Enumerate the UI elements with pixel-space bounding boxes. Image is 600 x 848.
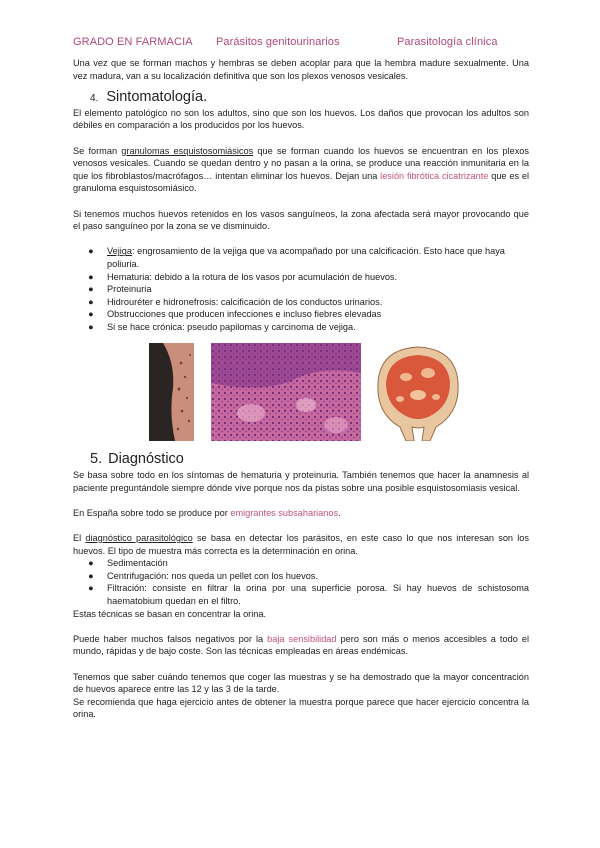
s5-paragraph-1: Se basa sobre todo en los síntomas de hematuria y proteinuria. También tenemos que hacer la anamnesis al paciente preguntándole siempre dónde vive porque nos da pistas sobre una posible esquistosomiasis vesical.	[73, 470, 529, 493]
section-4-title: Sintomatología.	[106, 89, 208, 106]
list-item: ● Hidrouréter e hidronefrosis: calcificación de los conductos urinarios.	[88, 296, 383, 307]
symptoms-list	[73, 245, 529, 333]
section-5-number: 5.	[90, 451, 103, 468]
histology-photo	[211, 343, 361, 441]
s5-paragraph-7: Se recomienda que haga ejercicio antes de obtener la muestra porque parece que hacer ejercicio concentra la orina.	[73, 696, 529, 720]
intro-paragraph: Una vez que se forman machos y hembras se deben acoplar para que la hembra madure sexualmente. Una vez madura, van a su localización definitiva que son los plexos venosos vesicales.	[73, 58, 529, 81]
list-item: ● Centrifugación: nos queda un pellet con los huevos.	[88, 570, 318, 581]
highlight-sensitivity: baja sensibilidad	[267, 633, 337, 644]
section-5-heading	[73, 453, 529, 466]
figure-row	[73, 343, 529, 443]
list-item: ● Vejiga: engrosamiento de la vejiga que va acompañado por una calcificación. Esto hace que haya poliuria.	[88, 246, 505, 269]
highlight-lesion: lesión fibrótica cicatrizante	[380, 170, 489, 181]
s4-paragraph-1: El elemento patológico no son los adultos, sino que son los huevos. Los daños que provocan los adultos son débiles en comparación a los producidos por los huevos.	[73, 107, 529, 131]
section-4-heading	[73, 91, 529, 106]
header-left: GRADO EN FARMACIA	[73, 36, 193, 48]
list-item: ● Hematuria: debido a la rotura de los vasos por acumulación de huevos.	[88, 271, 398, 282]
s5-paragraph-2: En España sobre todo se produce por emigrantes subsaharianos.	[73, 507, 341, 518]
s4-paragraph-3: Si tenemos muchos huevos retenidos en los vasos sanguíneos, la zona afectada será mayor provocando que el paso sanguíneo por la zona se ve disminuido.	[73, 208, 529, 232]
s5-paragraph-6: Tenemos que saber cuándo tenemos que coger las muestras y se ha demostrado que la mayor concentración de huevos aparece entre las 12 y las 3 de la tarde.	[73, 671, 529, 695]
diagnostico-term: diagnóstico parasitológico	[85, 533, 193, 544]
header-right: Parasitología clínica	[397, 36, 498, 48]
list-item: ● Proteinuria	[88, 284, 152, 295]
list-item: ● Filtración: consiste en filtrar la orina por una superficie porosa. Si hay huevos de schistosoma haematobium quedan en el filtro.	[88, 583, 529, 606]
bladder-specimen-photo	[370, 343, 465, 441]
highlight-emigrants: emigrantes subsaharianos	[230, 507, 339, 518]
section-5-title: Diagnóstico	[108, 451, 184, 468]
header-center: Parásitos genitourinarios	[216, 36, 340, 48]
granulomas-term: granulomas esquistosomiásicos	[121, 145, 254, 156]
list-item: ● Si se hace crónica: pseudo papilomas y carcinoma de vejiga.	[88, 321, 356, 332]
document-body	[73, 57, 529, 721]
list-item: ● Obstrucciones que producen infecciones e incluso fiebres elevadas	[88, 309, 382, 320]
s5-paragraph-4: Estas técnicas se basan en concentrar la orina.	[73, 608, 267, 619]
s5-paragraph-5: Puede haber muchos falsos negativos por la baja sensibilidad pero son más o menos accesibles a todo el mundo, rápidas y de bajo coste. Son las técnicas empleadas en áreas endémicas.	[73, 633, 529, 657]
skin-lesion-photo	[149, 343, 194, 441]
techniques-list	[73, 557, 529, 607]
s4-paragraph-2: Se forman granulomas esquistosomiásicos que se forman cuando los huevos se encuentran en los plexos venosos vesicales. Cuando se quedan dentro y no pasan a la orina, se produce una reacción inmunitaria en la que los fibroblastos/macrófagos… intentan eliminar los huevos. Dejan una lesión fibrótica cicatrizante que es el granuloma esquistosomiásico.	[73, 145, 530, 194]
s5-paragraph-3: El diagnóstico parasitológico se basa en detectar los parásitos, en este caso lo que nos interesan son los huevos. El tipo de muestra más correcta es la determinación en orina.	[73, 533, 529, 556]
section-4-number: 4.	[90, 93, 99, 105]
list-item: ● Sedimentación	[88, 558, 168, 569]
